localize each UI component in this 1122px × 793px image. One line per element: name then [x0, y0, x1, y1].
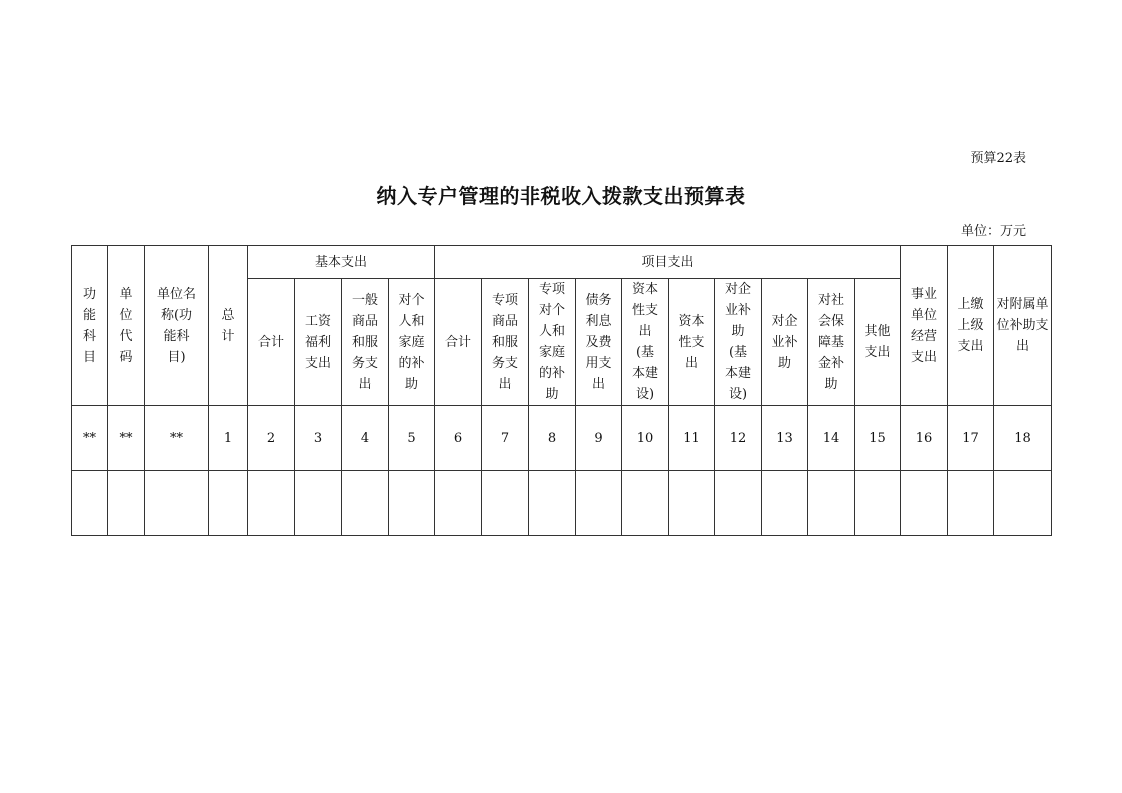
data-cell: [435, 471, 482, 536]
data-cell: [576, 471, 622, 536]
code-cell: **: [145, 406, 209, 471]
code-cell: **: [72, 406, 108, 471]
header-project-col-5: 资本性支出: [669, 279, 715, 406]
data-row: [72, 471, 1052, 536]
header-project-col-1: 专项商品和服务支出: [482, 279, 529, 406]
data-cell: [994, 471, 1052, 536]
code-cell: 13: [762, 406, 808, 471]
code-cell: 2: [248, 406, 295, 471]
code-cell: 14: [808, 406, 855, 471]
page-title: 纳入专户管理的非税收入拨款支出预算表: [376, 184, 746, 208]
code-cell: 11: [669, 406, 715, 471]
header-basic-col-3: 对个人和家庭的补助: [389, 279, 435, 406]
header-project-col-7: 对企业补助: [762, 279, 808, 406]
data-cell: [248, 471, 295, 536]
header-total: 总计: [209, 246, 248, 406]
data-cell: [145, 471, 209, 536]
code-cell: 15: [855, 406, 901, 471]
header-func-subject: 功能科目: [72, 246, 108, 406]
header-project-col-0: 合计: [435, 279, 482, 406]
code-cell: 3: [295, 406, 342, 471]
data-cell: [529, 471, 576, 536]
code-cell: 6: [435, 406, 482, 471]
unit-label: 单位：万元: [960, 224, 1026, 239]
data-cell: [669, 471, 715, 536]
header-project-col-4: 资本性支出(基本建设): [622, 279, 669, 406]
code-cell: 1: [209, 406, 248, 471]
data-cell: [715, 471, 762, 536]
code-cell: 7: [482, 406, 529, 471]
header-basic-col-1: 工资福利支出: [295, 279, 342, 406]
data-cell: [762, 471, 808, 536]
data-cell: [209, 471, 248, 536]
code-cell: 10: [622, 406, 669, 471]
data-cell: [389, 471, 435, 536]
code-cell: 9: [576, 406, 622, 471]
code-cell: 12: [715, 406, 762, 471]
header-project-col-6: 对企业补助(基本建设): [715, 279, 762, 406]
header-project-col-3: 债务利息及费用支出: [576, 279, 622, 406]
header-group-basic: 基本支出: [248, 246, 435, 279]
code-cell: **: [108, 406, 145, 471]
data-cell: [342, 471, 389, 536]
data-cell: [295, 471, 342, 536]
data-cell: [108, 471, 145, 536]
header-project-col-8: 对社会保障基金补助: [808, 279, 855, 406]
header-basic-col-0: 合计: [248, 279, 295, 406]
form-number: 预算22表: [970, 151, 1026, 166]
code-cell: 8: [529, 406, 576, 471]
budget-table: [71, 245, 1052, 536]
header-project-col-2: 专项对个人和家庭的补助: [529, 279, 576, 406]
header-right-1: 上缴上级支出: [948, 246, 994, 406]
data-cell: [72, 471, 108, 536]
header-row-groups: [72, 246, 1052, 279]
code-row: [72, 406, 1052, 471]
code-cell: 16: [901, 406, 948, 471]
code-cell: 17: [948, 406, 994, 471]
data-cell: [622, 471, 669, 536]
data-cell: [855, 471, 901, 536]
code-cell: 18: [994, 406, 1052, 471]
header-unit-name: 单位名称(功能科目): [145, 246, 209, 406]
code-cell: 4: [342, 406, 389, 471]
data-cell: [948, 471, 994, 536]
code-cell: 5: [389, 406, 435, 471]
header-project-col-9: 其他支出: [855, 279, 901, 406]
header-right-2: 对附属单位补助支出: [994, 246, 1052, 406]
header-unit-code: 单位代码: [108, 246, 145, 406]
data-cell: [901, 471, 948, 536]
header-right-0: 事业单位经营支出: [901, 246, 948, 406]
header-basic-col-2: 一般商品和服务支出: [342, 279, 389, 406]
data-cell: [482, 471, 529, 536]
data-cell: [808, 471, 855, 536]
header-group-project: 项目支出: [435, 246, 901, 279]
